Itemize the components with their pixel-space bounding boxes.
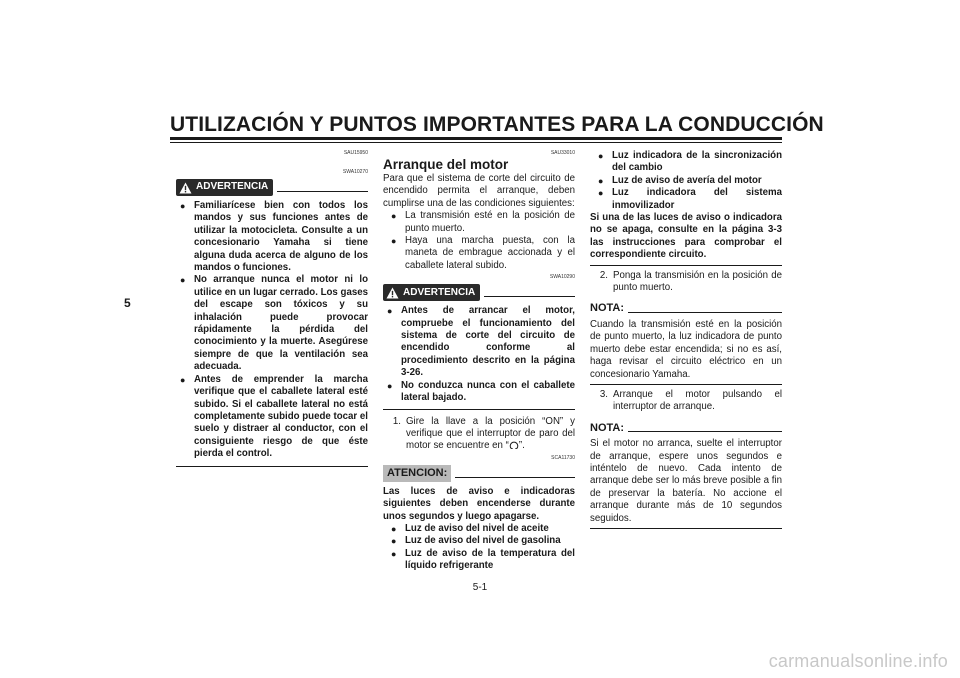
bullet-icon: ● <box>391 236 397 247</box>
note-rule <box>628 423 782 432</box>
warning-badge <box>383 284 480 301</box>
step-1: 1. Gire la llave a la posición “ON” y verifique que el interruptor de paro del motor se encuentre en “ ”. <box>392 415 575 452</box>
caution-item: ● Luz indicadora del sistema inmovilizador <box>590 187 782 212</box>
note-rule <box>628 304 782 313</box>
page-title: UTILIZACIÓN Y PUNTOS IMPORTANTES PARA LA CONDUCCIÓN <box>170 113 824 136</box>
step-2: 2. Ponga la transmisión en la posición de punto muerto. <box>599 269 782 294</box>
warning-item: ● Antes de arrancar el motor, compruebe el funcionamiento del sistema de corte del circuito de encendido conforme al procedimiento descrito en la página 3-26. <box>383 305 575 379</box>
chapter-number: 5 <box>124 296 131 310</box>
note-label: NOTA: <box>590 302 625 315</box>
bullet-icon: ● <box>180 201 186 211</box>
engine-stop-switch-icon <box>509 440 519 450</box>
warning-triangle-icon <box>386 286 399 299</box>
caution-code: SCA11730 <box>551 454 575 461</box>
warning-rule <box>484 288 575 297</box>
warning-item: ● Antes de emprender la marcha verifique que el caballete lateral esté subido. Si el caballete lateral no está completamente subido puede tocar el suelo y distraer al conductor, con el consiguiente riesgo de que éste pierda el control. <box>176 374 368 461</box>
caution-item: ● Luz indicadora de la sincronización del cambio <box>590 150 782 175</box>
warning-code: SWA10290 <box>549 274 575 281</box>
bullet-icon: ● <box>391 211 397 222</box>
bullet-icon: ● <box>180 374 186 385</box>
warning-end-rule <box>383 409 575 410</box>
warning-end-rule <box>176 466 368 467</box>
caution-text: Las luces de aviso e indicadoras siguientes deben encenderse durante unos segundos y luego apagarse. <box>383 485 575 522</box>
watermark: carmanualsonline.info <box>768 651 948 671</box>
page-number: 5-1 <box>472 582 488 593</box>
warning-header <box>383 284 575 301</box>
column-1 <box>176 150 368 467</box>
bullet-icon: ● <box>598 151 604 161</box>
bullet-icon: ● <box>387 306 393 317</box>
note-end-rule <box>590 528 782 529</box>
bullet-icon: ● <box>391 548 397 559</box>
caution-rule <box>455 469 575 478</box>
note-end-rule <box>590 384 782 385</box>
caution-item: ● Luz de aviso del nivel de aceite <box>383 523 575 535</box>
caution-text: Si una de las luces de aviso o indicadora no se apaga, consulte en la página 3-3 las instrucciones para comprobar el correspondiente circuito. <box>590 212 782 261</box>
bullet-icon: ● <box>391 536 397 547</box>
bullet-icon: ● <box>387 380 393 391</box>
caution-item: ● Luz de aviso de avería del motor <box>590 175 782 187</box>
warning-rule <box>277 183 368 192</box>
section-title: Arranque del motor <box>383 157 509 172</box>
note-header <box>590 422 782 434</box>
note-label: NOTA: <box>590 421 625 434</box>
caution-header <box>383 465 575 482</box>
intro-text: Para que el sistema de corte del circuito de encendido permita el arranque, deben cumplirse una de las condiciones siguientes: <box>383 173 575 209</box>
note-header <box>590 302 782 314</box>
section-code: SAU33010 <box>550 150 575 156</box>
caution-item: ● Luz de aviso de la temperatura del líquido refrigerante <box>383 548 575 573</box>
warning-triangle-icon <box>179 181 192 194</box>
title-rule-thin <box>170 142 782 143</box>
reference-code: SAU15950 <box>343 150 368 156</box>
warning-header <box>176 179 368 196</box>
warning-label: ADVERTENCIA <box>403 286 476 298</box>
title-rule <box>170 137 782 140</box>
warning-label: ADVERTENCIA <box>196 181 269 193</box>
warning-code: SWA10270 <box>342 169 368 175</box>
warning-item: ● No conduzca nunca con el caballete lateral bajado. <box>383 380 575 405</box>
note-text: Si el motor no arranca, suelte el interruptor de arranque, espere unos segundos e inténtelo de nuevo. Cada intento de arranque debe ser lo más breve posible a fin de preservar la batería. No accione el arranque durante más de 10 segundos seguidos. <box>590 438 782 524</box>
caution-badge: ATENCION: <box>383 465 451 482</box>
warning-item: ● No arranque nunca el motor ni lo utilice en un lugar cerrado. Los gases del escape son tóxicos y su inhalación puede provocar rápidamente la pérdida del conocimiento y la muerte. Asegúrese siempre de que la ventilación sea adecuada. <box>176 274 368 373</box>
bullet-icon: ● <box>391 523 397 534</box>
note-text: Cuando la transmisión esté en la posición de punto muerto, la luz indicadora de punto muerto debe estar encendida; si no es así, haga revisar el circuito eléctrico en un concesionario Yamaha. <box>590 318 782 380</box>
condition-item: ● Haya una marcha puesta, con la maneta de embrague accionada y el caballete lateral subido. <box>383 235 575 272</box>
bullet-icon: ● <box>180 275 186 286</box>
caution-item: ● Luz de aviso del nivel de gasolina <box>383 535 575 547</box>
bullet-icon: ● <box>598 188 604 199</box>
bullet-icon: ● <box>598 175 604 186</box>
step-3: 3. Arranque el motor pulsando el interruptor de arranque. <box>599 388 782 413</box>
caution-end-rule <box>590 265 782 266</box>
condition-item: ● La transmisión esté en la posición de punto muerto. <box>383 210 575 235</box>
column-3 <box>590 150 782 529</box>
warning-badge <box>176 179 273 196</box>
column-2 <box>383 150 575 573</box>
warning-item: ● Familiarícese bien con todos los mandos y sus funciones antes de utilizar la motocicleta. Consulte a un concesionario Yamaha si tiene alguna duda acerca de alguno de los mandos o funciones. <box>176 200 368 274</box>
